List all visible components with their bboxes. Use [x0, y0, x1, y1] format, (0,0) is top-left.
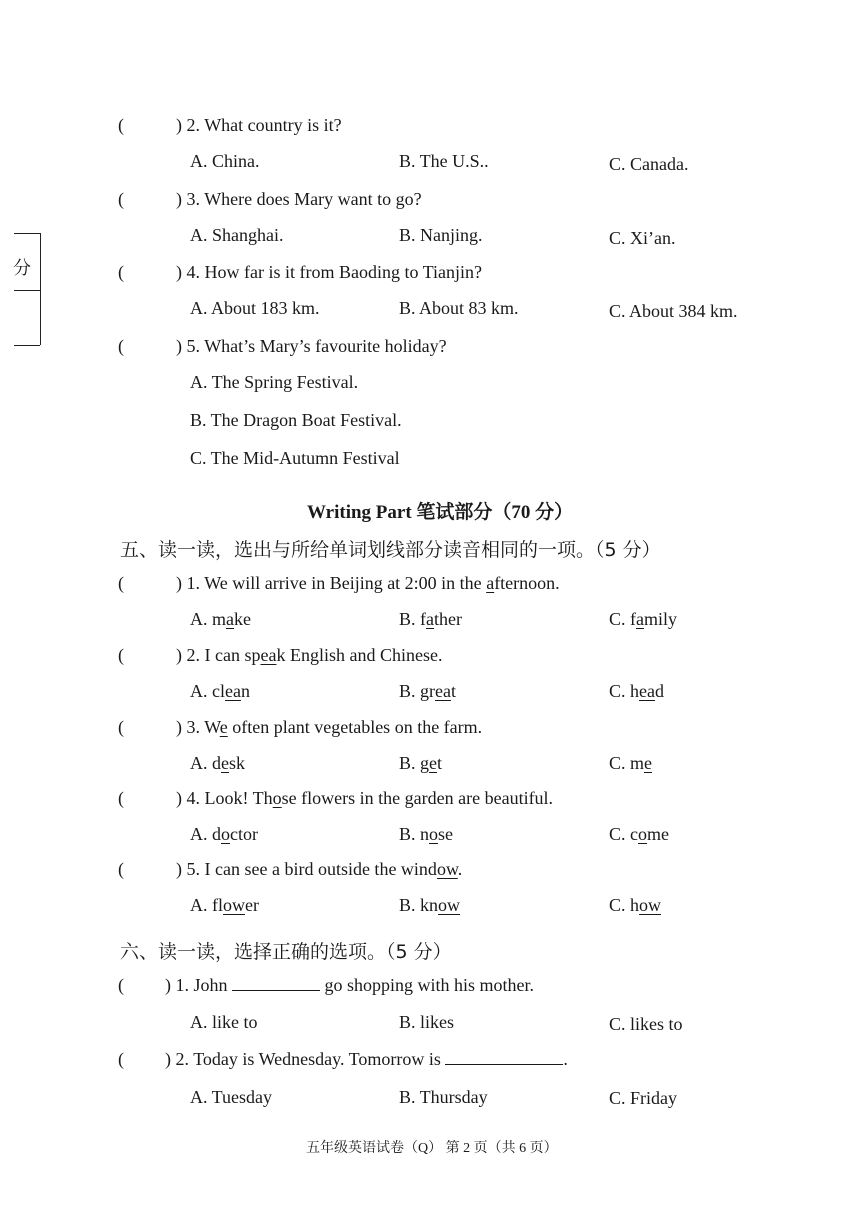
answer-paren: ( — [118, 573, 124, 593]
option-a: A. About 183 km. — [190, 298, 320, 318]
option-c — [609, 753, 652, 774]
option-b: B. About 83 km. — [399, 298, 519, 318]
option-pre: B. gr — [399, 681, 435, 701]
option-c: C. Canada. — [609, 154, 689, 174]
question-stem — [176, 336, 447, 357]
option-post: d — [655, 681, 664, 701]
option-post: ther — [434, 609, 462, 629]
option-a — [190, 681, 250, 702]
option-b: B. The U.S.. — [399, 151, 489, 171]
underlined-letters: e — [221, 753, 229, 773]
score-box-mid-line — [14, 290, 40, 291]
option-pre: A. d — [190, 824, 221, 844]
stem-post: k English and Chinese. — [276, 645, 443, 665]
underlined-letters: ea — [225, 681, 241, 701]
option-pre: C. m — [609, 753, 645, 773]
question-number: ) 4. — [176, 788, 200, 808]
question-number: ) 3. — [176, 189, 200, 209]
underlined-letters: a — [486, 573, 495, 593]
option-post: t — [450, 681, 456, 701]
answer-paren: ( — [118, 717, 124, 737]
underlined-letters: a — [226, 609, 234, 629]
option-c — [609, 895, 661, 916]
answer-blank[interactable] — [232, 976, 320, 991]
option-c — [609, 824, 669, 845]
option-pre: A. m — [190, 609, 226, 629]
option-pre: B. f — [399, 609, 426, 629]
underlined-letters: o — [221, 824, 230, 844]
underlined-letters: ow — [438, 895, 461, 915]
option-b — [399, 895, 460, 916]
question-stem — [176, 262, 482, 283]
underlined-letters: e — [429, 753, 438, 773]
underlined-letters: ea — [260, 645, 277, 665]
score-box-top-line — [14, 233, 40, 234]
option-a: A. China. — [190, 151, 260, 171]
answer-paren: ( — [118, 336, 124, 356]
option-c: C. The Mid-Autumn Festival — [190, 448, 400, 468]
option-post: n — [240, 681, 250, 701]
answer-paren: ( — [118, 645, 124, 665]
answer-paren: ( — [118, 115, 124, 135]
option-b — [399, 681, 456, 702]
score-box-label: 分 — [13, 258, 31, 279]
option-pre: B. n — [399, 824, 430, 844]
question-number: ) 2. — [165, 1049, 189, 1069]
question-number: ) 1. — [176, 573, 200, 593]
question-number: ) 1. — [165, 975, 189, 995]
option-b: B. Nanjing. — [399, 225, 483, 245]
option-post: mily — [644, 609, 678, 629]
question-stem — [176, 717, 482, 738]
option-c: C. About 384 km. — [609, 301, 738, 321]
underlined-letters: o — [429, 824, 439, 844]
answer-paren: ( — [118, 859, 124, 879]
answer-paren: ( — [118, 262, 124, 282]
option-post: me — [647, 824, 669, 844]
option-a — [190, 753, 245, 774]
question-stem — [176, 645, 442, 666]
question-stem — [176, 573, 560, 594]
underlined-letters: ea — [435, 681, 451, 701]
option-a: A. Shanghai. — [190, 225, 284, 245]
underlined-letters: e — [644, 753, 653, 773]
question-stem — [176, 788, 553, 809]
question-number: ) 5. — [176, 336, 200, 356]
underlined-letters: ea — [639, 681, 655, 701]
option-post: se — [438, 824, 454, 844]
underlined-letters: e — [219, 717, 228, 737]
option-pre: C. f — [609, 609, 636, 629]
underlined-letters: ow — [223, 895, 245, 915]
question-stem — [176, 115, 342, 136]
question-text: How far is it from Baoding to Tianjin? — [204, 262, 482, 282]
score-box-bottom-line — [14, 345, 40, 346]
option-b: B. The Dragon Boat Festival. — [190, 410, 402, 430]
stem-post: go shopping with his mother. — [324, 975, 535, 995]
stem-pre: I can see a bird outside the wind — [204, 859, 437, 879]
stem-pre: We will arrive in Beijing at 2:00 in the — [204, 573, 487, 593]
writing-part-heading: Writing Part 笔试部分（70 分） — [307, 502, 574, 523]
underlined-letters: o — [638, 824, 647, 844]
option-b — [399, 824, 453, 845]
stem-pre: John — [193, 975, 228, 995]
stem-post: . — [457, 859, 463, 879]
question-number: ) 3. — [176, 717, 200, 737]
option-a: A. The Spring Festival. — [190, 372, 359, 392]
option-post: t — [437, 753, 443, 773]
option-pre: B. kn — [399, 895, 439, 915]
stem-pre: Look! Th — [204, 788, 273, 808]
option-pre: B. g — [399, 753, 430, 773]
question-stem — [165, 1049, 568, 1070]
page-footer: 五年级英语试卷（Q） 第 2 页（共 6 页） — [306, 1141, 558, 1156]
option-b — [399, 609, 462, 630]
option-b: B. Thursday — [399, 1087, 488, 1107]
stem-post: . — [563, 1049, 568, 1069]
option-c: C. Friday — [609, 1088, 678, 1108]
option-c: C. likes to — [609, 1014, 683, 1034]
underlined-letters: a — [636, 609, 644, 629]
option-a: A. like to — [190, 1012, 258, 1032]
option-post: ctor — [230, 824, 258, 844]
score-box-right-line — [40, 233, 41, 345]
option-a — [190, 895, 259, 916]
answer-paren: ( — [118, 788, 124, 808]
option-c: C. Xi’an. — [609, 228, 676, 248]
option-pre: C. h — [609, 681, 640, 701]
option-a: A. Tuesday — [190, 1087, 273, 1107]
stem-pre: W — [204, 717, 220, 737]
stem-post: fternoon. — [494, 573, 560, 593]
question-stem — [176, 859, 462, 880]
question-text: Where does Mary want to go? — [204, 189, 422, 209]
question-stem — [176, 189, 422, 210]
question-number: ) 5. — [176, 859, 200, 879]
option-pre: A. fl — [190, 895, 223, 915]
answer-paren: ( — [118, 189, 124, 209]
option-pre: A. cl — [190, 681, 225, 701]
section6-title: 六、读一读，选择正确的选项。（5 分） — [120, 941, 452, 963]
option-post: er — [245, 895, 259, 915]
answer-paren: ( — [118, 1049, 124, 1069]
underlined-letters: a — [426, 609, 434, 629]
question-number: ) 2. — [176, 115, 200, 135]
option-pre: A. d — [190, 753, 221, 773]
option-b — [399, 753, 442, 774]
option-c — [609, 609, 677, 630]
underlined-letters: ow — [436, 859, 458, 879]
option-post: sk — [229, 753, 246, 773]
stem-post: se flowers in the garden are beautiful. — [281, 788, 554, 808]
stem-pre: I can sp — [204, 645, 261, 665]
option-b: B. likes — [399, 1012, 455, 1032]
option-pre: C. h — [609, 895, 640, 915]
question-text: What’s Mary’s favourite holiday? — [204, 336, 447, 356]
answer-paren: ( — [118, 975, 124, 995]
question-text: What country is it? — [204, 115, 342, 135]
answer-blank[interactable] — [445, 1050, 563, 1065]
option-a — [190, 824, 258, 845]
question-number: ) 4. — [176, 262, 200, 282]
option-post: ke — [234, 609, 251, 629]
stem-pre: Today is Wednesday. Tomorrow is — [193, 1049, 441, 1069]
option-pre: C. c — [609, 824, 638, 844]
stem-post: often plant vegetables on the farm. — [227, 717, 483, 737]
question-number: ) 2. — [176, 645, 200, 665]
question-stem — [165, 975, 534, 996]
option-a — [190, 609, 251, 630]
section5-title: 五、读一读，选出与所给单词划线部分读音相同的一项。（5 分） — [120, 539, 661, 561]
underlined-letters: ow — [639, 895, 662, 915]
underlined-letters: o — [272, 788, 282, 808]
option-c — [609, 681, 664, 702]
